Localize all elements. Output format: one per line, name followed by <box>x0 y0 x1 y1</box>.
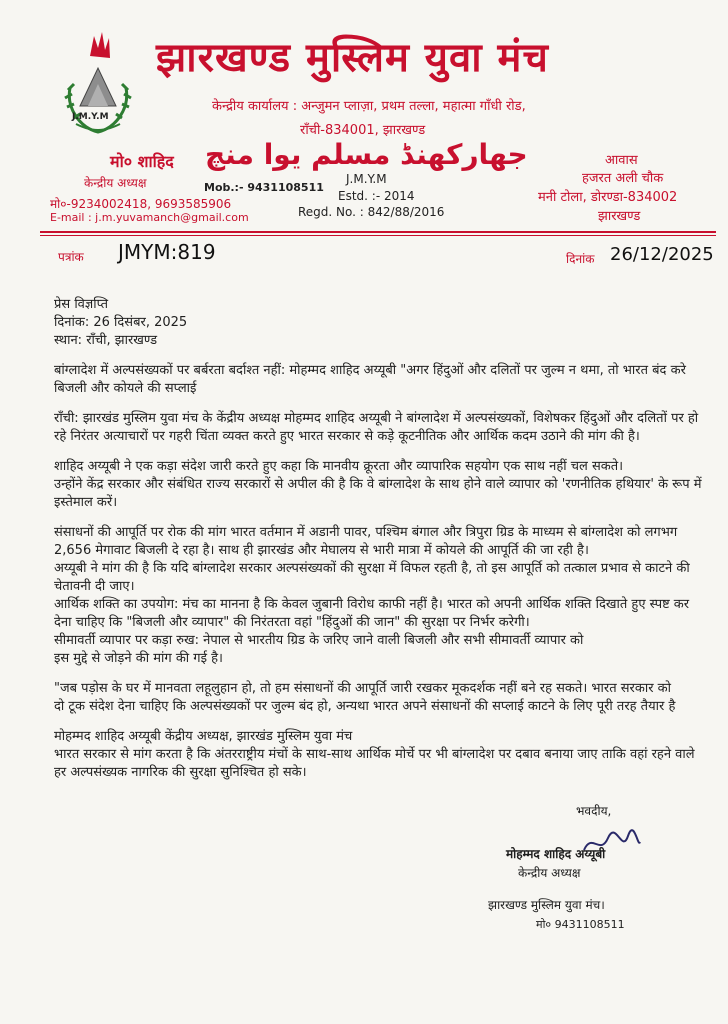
date-value: 26/12/2025 <box>610 244 714 265</box>
paragraph-5: अय्यूबी ने मांग की है कि यदि बांग्लादेश सरकार अल्पसंख्यकों की सुरक्षा में विफल रहती है, तो इस आपूर्ति को तत्काल प्रभाव से काटने की चेतावनी दी जाए। <box>54 561 690 594</box>
flame-icon <box>90 32 110 58</box>
paragraph-2: शाहिद अय्यूबी ने एक कड़ा संदेश जारी करते हुए कहा कि मानवीय क्रूरता और व्यापारिक सहयोग एक साथ नहीं चल सकते। <box>54 459 624 474</box>
president-name: मो० शाहिद <box>110 152 174 171</box>
urdu-org-name: جهارکهنڈ مسلم یوا منچ <box>205 138 528 171</box>
press-release-body <box>54 296 704 782</box>
date-label: दिनांक <box>566 252 595 266</box>
paragraph-6: आर्थिक शक्ति का उपयोग: मंच का मानना है कि केवल जुबानी विरोध काफी नहीं है। भारत को अपनी आर्थिक शक्ति दिखाते हुए स्पष्ट कर देना चाहिए कि "बिजली और व्यापार" की निरंतरता वहां "हिंदुओं की जान" की सुरक्षा पर निर्भर करेगी। <box>54 597 690 630</box>
registration-number: Regd. No. : 842/88/2016 <box>298 205 445 219</box>
signatory-name: मोहम्मद शाहिद अय्यूबी <box>506 847 606 861</box>
release-date: दिनांक: 26 दिसंबर, 2025 <box>54 315 188 330</box>
residence-line1: हजरत अली चौक <box>582 171 664 186</box>
signature-salutation: भवदीय, <box>576 804 612 818</box>
closing-paragraph: भारत सरकार से मांग करता है कि अंतरराष्ट्रीय मंचों के साथ-साथ आर्थिक मोर्चे पर भी बांग्लादेश पर दबाव बनाया जाए ताकि वहां रहने वाले हर अल्पसंख्यक नागरिक की सुरक्षा सुनिश्चित हो सके। <box>54 747 695 780</box>
mobile-number: Mob.:- 9431108511 <box>204 181 324 194</box>
org-logo <box>52 28 144 144</box>
office-address: केन्द्रीय कार्यालय : अन्जुमन प्लाज़ा, प्रथम तल्ला, महात्मा गाँधी रोड, <box>212 99 526 114</box>
headline: बांग्लादेश में अल्पसंख्यकों पर बर्बरता बर्दाश्त नहीं: मोहम्मद शाहिद अय्यूबी "अगर हिंदुओं और दलितों पर जुल्म न थमा, तो भारत बंद करे बिजली और कोयले की सप्लाई <box>54 363 686 396</box>
signatory-mobile: मो० 9431108511 <box>536 918 625 931</box>
paragraph-4: संसाधनों की आपूर्ति पर रोक की मांग भारत वर्तमान में अडानी पावर, पश्चिम बंगाल और त्रिपुरा ग्रिड के माध्यम से बांग्लादेश को लगभग 2,656 मेगावाट बिजली दे रहा है। साथ ही झारखंड और मेघालय से भारी मात्रा में कोयले की आपूर्ति की जा रही है। <box>54 525 678 558</box>
reference-label: पत्रांक <box>58 250 84 264</box>
office-city: राँची-834001, झारखण्ड <box>300 123 426 138</box>
release-place: स्थान: राँची, झारखण्ड <box>54 333 158 348</box>
paragraph-3: उन्होंने केंद्र सरकार और संबंधित राज्य सरकारों से अपील की है कि वे बांग्लादेश के साथ होने वाले व्यापार को 'रणनीतिक हथियार' के रूप में इस्तेमाल करें। <box>54 477 702 510</box>
signatory-role: केन्द्रीय अध्यक्ष <box>518 866 581 880</box>
release-type: प्रेस विज्ञप्ति <box>54 297 109 312</box>
header-divider <box>40 231 716 233</box>
quote-paragraph: "जब पड़ोस के घर में मानवता लहूलुहान हो, तो हम संसाधनों की आपूर्ति जारी रखकर मूकदर्शक नहीं बने रह सकते। भारत सरकार को दो टूक संदेश देना चाहिए कि अल्पसंख्यकों पर जुल्म बंद हो, अन्यथा भारत अपने संसाधनों की सप्लाई काटने के लिए पूरी तरह तैयार है <box>54 681 676 714</box>
residence-label: आवास <box>605 153 638 168</box>
residence-line3: झारखण्ड <box>598 209 641 224</box>
president-phones: मो०-9234002418, 9693585906 <box>50 197 232 211</box>
org-name: झारखण्ड मुस्लिम युवा मंच <box>156 35 549 81</box>
president-role: केन्द्रीय अध्यक्ष <box>84 176 147 190</box>
signatory-org: झारखण्ड मुस्लिम युवा मंच। <box>488 898 605 912</box>
established-year: Estd. :- 2014 <box>338 189 415 203</box>
header-divider-thin <box>40 235 716 236</box>
reference-number: JMYM:819 <box>118 240 216 264</box>
signoff-line: मोहम्मद शाहिद अय्यूबी केंद्रीय अध्यक्ष, झारखंड मुस्लिम युवा मंच <box>54 729 353 744</box>
email: E-mail : j.m.yuvamanch@gmail.com <box>50 211 249 224</box>
logo-text: J.M.Y.M <box>72 112 109 122</box>
paragraph-1: राँची: झारखंड मुस्लिम युवा मंच के केंद्रीय अध्यक्ष मोहम्मद शाहिद अय्यूबी ने बांग्लादेश में अल्पसंख्यकों, विशेषकर हिंदुओं और दलितों पर हो रहे निरंतर अत्याचारों पर गहरी चिंता व्यक्त करते हुए भारत सरकार से कड़े कूटनीतिक और आर्थिक कदम उठाने की मांग की है। <box>54 411 699 444</box>
paragraph-7: सीमावर्ती व्यापार पर कड़ा रुख: नेपाल से भारतीय ग्रिड के जरिए जाने वाली बिजली और सभी सीमावर्ती व्यापार को इस मुद्दे से जोड़ने की मांग की गई है। <box>54 633 584 666</box>
org-abbreviation: J.M.Y.M <box>346 172 387 186</box>
residence-line2: मनी टोला, डोरण्डा-834002 <box>538 190 678 205</box>
